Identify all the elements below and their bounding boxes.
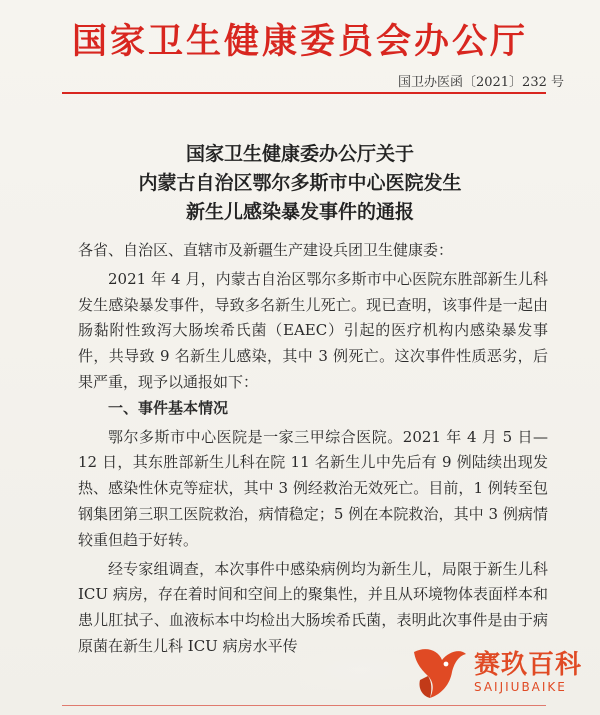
paragraph-event-details: 鄂尔多斯市中心医院是一家三甲综合医院。2021 年 4 月 5 日—12 日，其东胜部新生儿科在院 11 名新生儿中先后有 9 例陆续出现发热、感染性休克等症状，其中 3 例经救治无效死亡。目前，1 例转至包钢集团第三职工医院救治，病情稳定；5 例在本院救治，其中 3 例病情较重但趋于好转。 xyxy=(78,427,548,549)
watermark-veil xyxy=(300,650,420,690)
watermark-brand-cn: 赛玖百科 xyxy=(474,650,583,680)
title-line-2: 内蒙古自治区鄂尔多斯市中心医院发生 xyxy=(138,172,462,194)
watermark-fox-logo-icon xyxy=(408,642,470,702)
document-number: 国卫办医函〔2021〕232 号 xyxy=(397,75,564,90)
title-line-1: 国家卫生健康委办公厅关于 xyxy=(185,143,414,165)
watermark-brand-en: SAIJIUBAIKE xyxy=(474,680,567,694)
document-title xyxy=(0,140,600,227)
header-red-rule xyxy=(62,92,546,94)
paragraph-investigation: 经专家组调查，本次事件中感染病例均为新生儿，局限于新生儿科 ICU 病房，存在着时间和空间上的聚集性，并且从环境物体表面样本和患儿肛拭子、血液标本中均检出大肠埃希氏菌，表明此次事件是由于病原菌在新生儿科 ICU 病房水平传 xyxy=(78,559,548,655)
salutation: 各省、自治区、直辖市及新疆生产建设兵团卫生健康委： xyxy=(78,241,454,259)
issuing-office-header: 国家卫生健康委员会办公厅 xyxy=(71,21,528,62)
document-body xyxy=(78,238,548,660)
title-line-3: 新生儿感染暴发事件的通报 xyxy=(185,201,414,223)
paragraph-intro: 2021 年 4 月，内蒙古自治区鄂尔多斯市中心医院东胜部新生儿科发生感染暴发事件，导致多名新生儿死亡。现已查明，该事件是一起由肠黏附性致泻大肠埃希氏菌（EAEC）引起的医疗机构内感染暴发事件，共导致 9 名新生儿感染，其中 3 例死亡。这次事件性质恶劣，后果严重，现予以通报如下： xyxy=(78,269,548,391)
footer-rule xyxy=(62,705,546,706)
section-heading-basic-info: 一、事件基本情况 xyxy=(108,398,229,417)
watermark xyxy=(408,640,594,704)
